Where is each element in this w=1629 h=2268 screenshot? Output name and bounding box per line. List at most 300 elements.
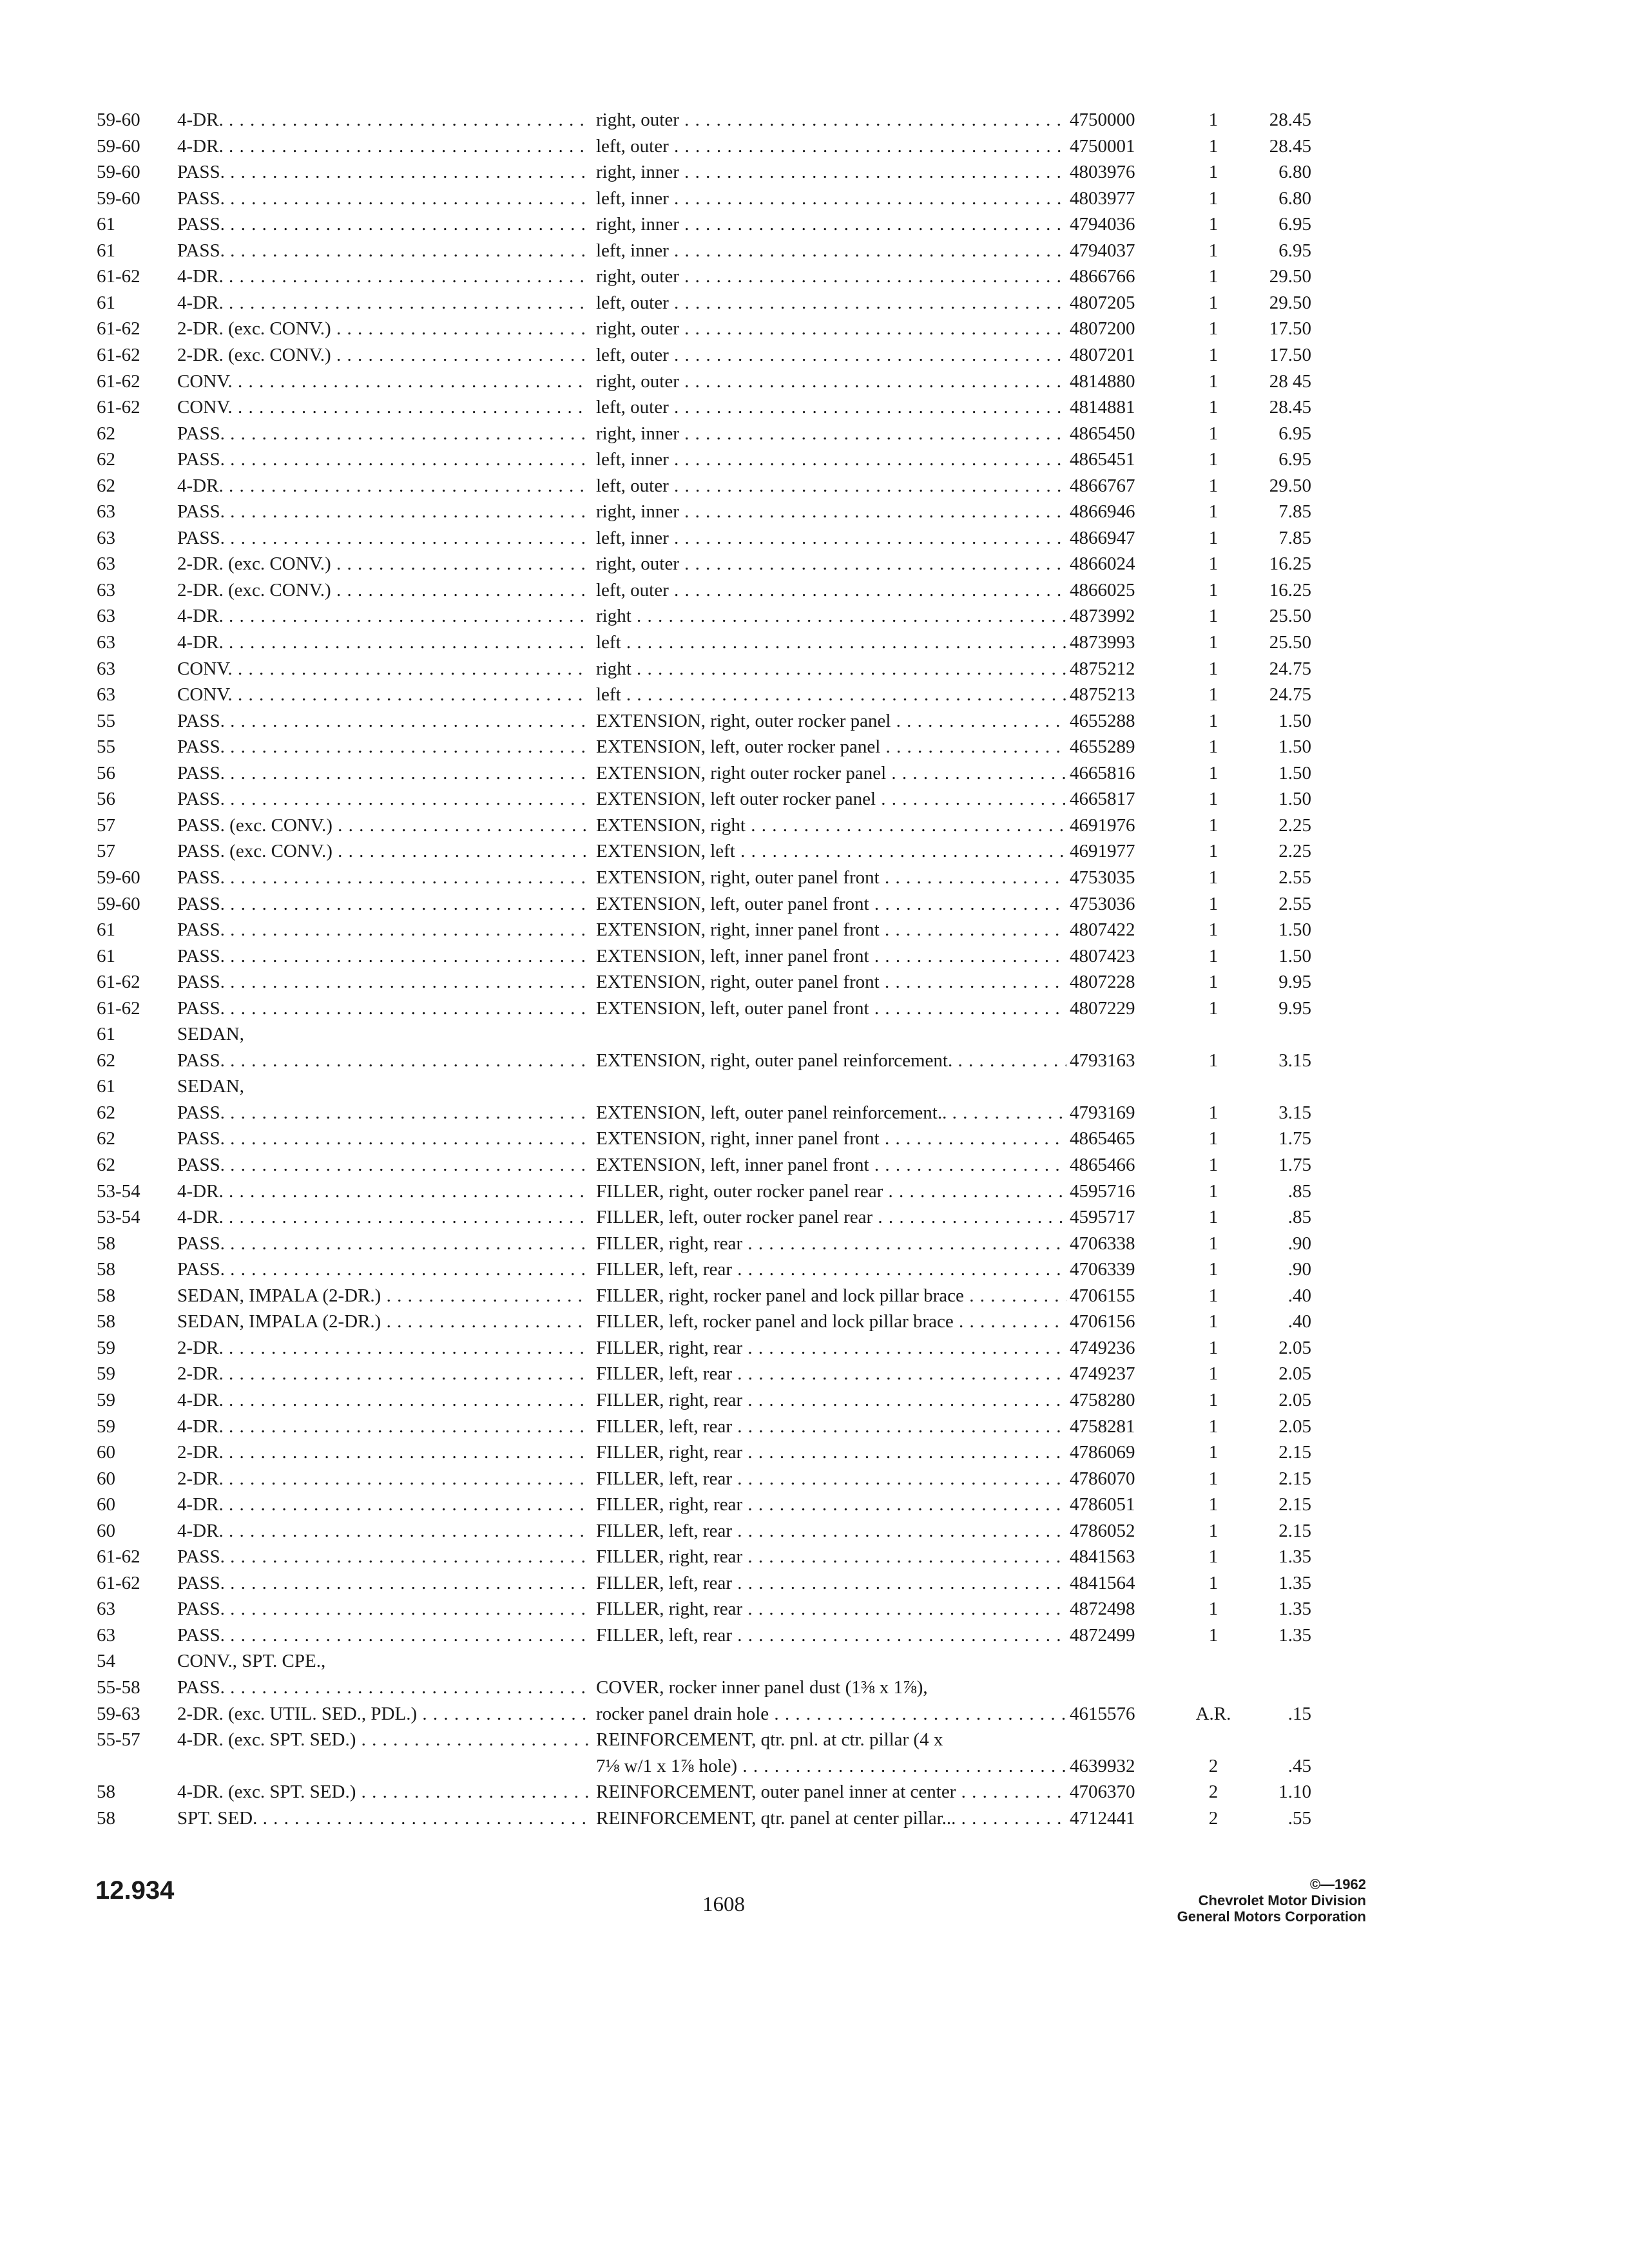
description-cell: EXTENSION, right . . . [596,812,1066,838]
description-cell: FILLER, right, rocker panel and lock pillar brace . . . [596,1283,1066,1309]
price-cell: 9.95 [1278,972,1311,993]
part-number-cell: 4873992 [1070,606,1135,627]
part-number-cell: 4841564 [1070,1572,1135,1593]
part-number-cell: 4706339 [1070,1259,1135,1280]
description-cell: EXTENSION, right, inner panel front . . . [596,1126,1066,1151]
price-cell: 2.05 [1278,1337,1311,1358]
price-cell: 1.50 [1278,736,1311,758]
model-cell: PASS. . . . [177,969,590,995]
part-number-cell: 4873993 [1070,632,1135,653]
copyright-division: Chevrolet Motor Division [1198,1892,1366,1908]
part-number-cell: 4803976 [1070,162,1135,183]
description-cell: EXTENSION, right, outer panel reinforcement. . . . [596,1048,1066,1073]
part-number-cell: 4793169 [1070,1102,1135,1123]
year-cell: 61-62 [97,397,140,418]
quantity-cell [1184,1675,1242,1700]
model-cell: PASS. . . . [177,1126,590,1151]
copyright-year: ©—1962 [1309,1876,1366,1892]
description-cell: 7⅛ w/1 x 1⅞ hole) . . . [596,1753,1066,1779]
price-cell: 6.80 [1278,162,1311,183]
description-cell: COVER, rocker inner panel dust (1⅜ x 1⅞), [596,1677,928,1698]
part-number-cell: 4706370 [1070,1782,1135,1803]
quantity-cell: 1 [1208,1363,1219,1385]
quantity-cell: 1 [1208,397,1219,418]
quantity-cell: 1 [1208,710,1219,731]
model-cell: PASS. . . . [177,1596,590,1622]
year-cell: 62 [97,1102,115,1123]
year-cell: 53-54 [97,1207,140,1228]
part-number-cell: 4793163 [1070,1050,1135,1071]
table-row [0,1805,1629,1831]
quantity-cell: 1 [1208,579,1219,601]
model-cell: PASS. . . . [177,1231,590,1256]
model-cell: 4-DR. . . . [177,1387,590,1413]
model-cell: PASS. . . . [177,1544,590,1570]
year-cell: 61 [97,1076,115,1097]
page-number: 1608 [702,1893,745,1916]
year-cell: 62 [97,423,115,444]
year-cell: 58 [97,1782,115,1803]
price-cell: 6.95 [1278,214,1311,235]
model-cell: PASS. . . . [177,760,590,786]
year-cell: 63 [97,501,115,523]
table-row [0,264,1629,289]
quantity-cell: A.R. [1195,1703,1231,1724]
part-number-cell: 4691977 [1070,841,1135,862]
table-row [0,786,1629,812]
price-cell: 24.75 [1269,684,1311,706]
table-row [0,1073,1629,1099]
description-cell: FILLER, right, rear . . . [596,1596,1066,1622]
description-cell: EXTENSION, left outer rocker panel . . . [596,786,1066,812]
table-row [0,1544,1629,1570]
price-cell: 1.50 [1278,945,1311,966]
model-cell: SEDAN, IMPALA (2-DR.) . . . [177,1309,590,1334]
price-cell: 7.85 [1278,501,1311,523]
quantity-cell: 1 [1208,423,1219,444]
quantity-cell: 1 [1208,814,1219,836]
price-cell: 29.50 [1269,266,1311,287]
price-cell: .90 [1287,1233,1311,1254]
price-cell: .15 [1287,1703,1311,1724]
description-cell: right, inner . . . [596,211,1066,237]
description-cell: left, inner . . . [596,186,1066,211]
part-number-cell: 4865466 [1070,1155,1135,1175]
year-cell: 60 [97,1520,115,1541]
quantity-cell: 1 [1208,1599,1219,1620]
description-cell: left, outer . . . [596,473,1066,499]
table-row [0,1570,1629,1596]
description-cell: EXTENSION, left . . . [596,838,1066,864]
quantity-cell: 1 [1208,475,1219,496]
quantity-cell: 1 [1208,1389,1219,1410]
quantity-cell: 1 [1208,1102,1219,1123]
year-cell: 53-54 [97,1180,140,1202]
model-cell: PASS. . . . [177,891,590,917]
part-number-cell: 4655288 [1070,710,1135,731]
description-cell: right . . . [596,656,1066,682]
part-number-cell: 4786052 [1070,1520,1135,1541]
year-cell: 61 [97,292,115,313]
model-cell: 4-DR. . . . [177,1178,590,1204]
catalog-number: 12.934 [95,1876,175,1905]
price-cell: 2.25 [1278,841,1311,862]
price-cell: 2.05 [1278,1416,1311,1437]
description-cell: EXTENSION, right, outer panel front . . . [596,969,1066,995]
table-row [0,1021,1629,1047]
part-number-cell: 4758281 [1070,1416,1135,1437]
part-number-cell: 4866766 [1070,266,1135,287]
model-cell: 4-DR. . . . [177,629,590,655]
year-cell: 57 [97,814,115,836]
description-cell: EXTENSION, left, inner panel front . . . [596,943,1066,969]
quantity-cell: 1 [1208,1050,1219,1071]
year-cell: 54 [97,1651,115,1672]
quantity-cell: 1 [1208,1233,1219,1254]
price-cell: 1.35 [1278,1546,1311,1568]
model-cell: 2-DR. (exc. UTIL. SED., PDL.) . . . [177,1701,590,1727]
quantity-cell: 1 [1208,867,1219,888]
price-cell: 1.10 [1278,1782,1311,1803]
table-row [0,1622,1629,1648]
description-cell: left, outer . . . [596,394,1066,420]
price-cell: .45 [1287,1755,1311,1776]
part-number-cell: 4872498 [1070,1599,1135,1620]
quantity-cell: 1 [1208,736,1219,758]
year-cell: 55 [97,710,115,731]
quantity-cell: 1 [1208,292,1219,313]
table-row [0,1779,1629,1805]
price-cell: 28.45 [1269,135,1311,157]
description-cell [596,1648,1066,1674]
model-cell: 2-DR. . . . [177,1439,590,1465]
model-cell: PASS. . . . [177,499,590,524]
model-cell: CONV., SPT. CPE., [177,1651,326,1672]
quantity-cell [1184,1073,1242,1099]
year-cell: 57 [97,841,115,862]
part-number-cell: 4753035 [1070,867,1135,888]
description-cell: FILLER, left, rear . . . [596,1622,1066,1648]
description-cell: left . . . [596,629,1066,655]
model-cell: PASS. . . . [177,238,590,264]
part-number-cell: 4706155 [1070,1285,1135,1306]
table-row [0,1596,1629,1622]
quantity-cell: 1 [1208,606,1219,627]
price-cell [1244,1727,1311,1753]
price-cell: 28 45 [1269,370,1311,392]
table-row [0,1126,1629,1151]
quantity-cell: 1 [1208,1442,1219,1463]
price-cell: 6.95 [1278,240,1311,261]
year-cell: 61-62 [97,370,140,392]
description-cell: FILLER, right, rear . . . [596,1335,1066,1361]
part-number-cell: 4595716 [1070,1180,1135,1202]
part-number-cell: 4866946 [1070,501,1135,523]
part-number-cell: 4639932 [1070,1755,1135,1776]
quantity-cell [1184,1727,1242,1753]
model-cell: PASS. . . . [177,421,590,447]
price-cell: 2.55 [1278,867,1311,888]
year-cell: 61 [97,945,115,966]
model-cell: PASS. . . . [177,525,590,551]
year-cell: 61-62 [97,266,140,287]
model-cell: PASS. . . . [177,1622,590,1648]
part-number-cell: 4872499 [1070,1624,1135,1646]
year-cell: 60 [97,1494,115,1515]
price-cell: 1.35 [1278,1624,1311,1646]
year-cell: 59 [97,1337,115,1358]
part-number-cell: 4841563 [1070,1546,1135,1568]
part-number-cell: 4665816 [1070,762,1135,783]
part-number-cell: 4866025 [1070,579,1135,601]
part-number-cell: 4807229 [1070,997,1135,1019]
price-cell: 17.50 [1269,344,1311,365]
table-row [0,421,1629,447]
description-cell: EXTENSION, left, outer panel front . . . [596,995,1066,1021]
year-cell: 58 [97,1285,115,1306]
part-number-cell: 4749236 [1070,1337,1135,1358]
table-row [0,369,1629,394]
year-cell: 63 [97,1599,115,1620]
description-cell: FILLER, left, rear . . . [596,1361,1066,1387]
year-cell: 63 [97,632,115,653]
table-row [0,1100,1629,1126]
table-row [0,1701,1629,1727]
description-cell: left, outer . . . [596,342,1066,368]
description-cell: right . . . [596,603,1066,629]
table-row [0,891,1629,917]
table-row [0,812,1629,838]
model-cell: 4-DR. . . . [177,1204,590,1230]
part-number-cell [1070,1675,1199,1700]
price-cell: 2.55 [1278,893,1311,914]
year-cell: 56 [97,789,115,810]
year-cell: 62 [97,1128,115,1149]
part-number-cell: 4865465 [1070,1128,1135,1149]
table-row [0,290,1629,316]
model-cell: PASS. . . . [177,786,590,812]
table-row [0,1414,1629,1439]
description-cell: left, outer . . . [596,133,1066,159]
year-cell: 59-60 [97,110,140,130]
copyright-corporation: General Motors Corporation [1177,1908,1366,1925]
table-row [0,969,1629,995]
price-cell: 3.15 [1278,1050,1311,1071]
price-cell: 29.50 [1269,475,1311,496]
price-cell: 16.25 [1269,553,1311,575]
part-number-cell: 4807205 [1070,292,1135,313]
price-cell: .55 [1287,1807,1311,1829]
quantity-cell: 1 [1208,135,1219,157]
description-cell: left . . . [596,682,1066,707]
quantity-cell: 1 [1208,1285,1219,1306]
table-row [0,1439,1629,1465]
table-row [0,1283,1629,1309]
quantity-cell: 2 [1208,1755,1219,1776]
year-cell: 59-60 [97,135,140,157]
part-number-cell: 4814880 [1070,370,1135,392]
model-cell: 2-DR. . . . [177,1361,590,1387]
quantity-cell: 1 [1208,972,1219,993]
table-row [0,1204,1629,1230]
description-cell: right, inner . . . [596,499,1066,524]
price-cell: 1.50 [1278,710,1311,731]
quantity-cell: 1 [1208,893,1219,914]
description-cell: EXTENSION, left, outer panel reinforcement.. . . . [596,1100,1066,1126]
description-cell: right, outer . . . [596,316,1066,341]
description-cell: left, outer . . . [596,290,1066,316]
model-cell: 2-DR. (exc. CONV.) . . . [177,551,590,577]
description-cell: FILLER, right, outer rocker panel rear . . . [596,1178,1066,1204]
model-cell: SEDAN, [177,1076,244,1097]
year-cell: 62 [97,475,115,496]
table-row [0,577,1629,603]
year-cell: 62 [97,449,115,470]
table-row [0,394,1629,420]
price-cell [1244,1648,1311,1674]
description-cell: FILLER, left, rocker panel and lock pillar brace . . . [596,1309,1066,1334]
table-row [0,629,1629,655]
price-cell: .90 [1287,1259,1311,1280]
price-cell: 1.50 [1278,762,1311,783]
price-cell: 1.50 [1278,919,1311,941]
quantity-cell: 1 [1208,1155,1219,1175]
year-cell: 61 [97,1024,115,1045]
description-cell: EXTENSION, left, outer panel front . . . [596,891,1066,917]
table-row [0,525,1629,551]
year-cell: 63 [97,684,115,706]
model-cell: SEDAN, [177,1024,244,1045]
table-row [0,1361,1629,1387]
part-number-cell [1070,1727,1199,1753]
model-cell: CONV. . . . [177,656,590,682]
quantity-cell: 1 [1208,527,1219,548]
description-cell: right, inner . . . [596,159,1066,185]
price-cell [1244,1073,1311,1099]
price-cell: 28.45 [1269,397,1311,418]
price-cell: 28.45 [1269,110,1311,130]
table-row [0,656,1629,682]
model-cell: PASS. (exc. CONV.) . . . [177,838,590,864]
part-number-cell: 4595717 [1070,1207,1135,1228]
description-cell: left, inner . . . [596,447,1066,472]
description-cell [596,1073,1066,1099]
part-number-cell: 4807201 [1070,344,1135,365]
description-cell: EXTENSION, right, outer panel front . . . [596,865,1066,890]
year-cell: 63 [97,579,115,601]
description-cell: right, outer . . . [596,551,1066,577]
price-cell: .85 [1287,1207,1311,1228]
year-cell: 59-60 [97,893,140,914]
table-row [0,708,1629,734]
table-row [0,473,1629,499]
quantity-cell: 1 [1208,318,1219,340]
table-row [0,107,1629,133]
description-cell: REINFORCEMENT, qtr. pnl. at ctr. pillar (4 x [596,1729,943,1751]
quantity-cell: 1 [1208,658,1219,679]
table-row [0,995,1629,1021]
price-cell: 6.95 [1278,449,1311,470]
quantity-cell: 1 [1208,1624,1219,1646]
quantity-cell: 1 [1208,1468,1219,1489]
model-cell: 4-DR. . . . [177,133,590,159]
part-number-cell: 4803977 [1070,187,1135,209]
year-cell: 58 [97,1259,115,1280]
quantity-cell: 2 [1208,1782,1219,1803]
year-cell: 58 [97,1233,115,1254]
part-number-cell: 4753036 [1070,893,1135,914]
price-cell: 16.25 [1269,579,1311,601]
table-row [0,238,1629,264]
year-cell: 55 [97,736,115,758]
description-cell: FILLER, left, outer rocker panel rear . . . [596,1204,1066,1230]
part-number-cell: 4712441 [1070,1807,1135,1829]
quantity-cell: 1 [1208,684,1219,706]
description-cell: FILLER, right, rear . . . [596,1492,1066,1517]
price-cell: 2.15 [1278,1494,1311,1515]
part-number-cell: 4814881 [1070,397,1135,418]
description-cell: REINFORCEMENT, qtr. panel at center pillar... . . . [596,1805,1066,1831]
quantity-cell: 1 [1208,1572,1219,1593]
quantity-cell: 1 [1208,1416,1219,1437]
price-cell: 17.50 [1269,318,1311,340]
part-number-cell: 4807422 [1070,919,1135,941]
year-cell: 59 [97,1389,115,1410]
year-cell: 62 [97,1155,115,1175]
table-row [0,1675,1629,1700]
description-cell: FILLER, right, rear . . . [596,1231,1066,1256]
quantity-cell: 1 [1208,240,1219,261]
table-row [0,1048,1629,1073]
description-cell: EXTENSION, right outer rocker panel . . . [596,760,1066,786]
year-cell: 56 [97,762,115,783]
copyright-notice [1121,1876,1366,1925]
model-cell: PASS. . . . [177,211,590,237]
model-cell: 2-DR. . . . [177,1335,590,1361]
table-row [0,499,1629,524]
year-cell: 59-63 [97,1703,140,1724]
model-cell: PASS. . . . [177,865,590,890]
table-row [0,1256,1629,1282]
table-row [0,1231,1629,1256]
model-cell: 4-DR. (exc. SPT. SED.) . . . [177,1727,590,1753]
table-row [0,838,1629,864]
price-cell: 1.35 [1278,1599,1311,1620]
year-cell: 61-62 [97,997,140,1019]
quantity-cell: 1 [1208,945,1219,966]
price-cell: 1.50 [1278,789,1311,810]
table-row [0,682,1629,707]
model-cell [177,1753,590,1779]
part-number-cell: 4706156 [1070,1311,1135,1332]
price-cell: 2.05 [1278,1363,1311,1385]
quantity-cell: 1 [1208,1259,1219,1280]
year-cell: 63 [97,658,115,679]
model-cell: 4-DR. . . . [177,473,590,499]
part-number-cell: 4794037 [1070,240,1135,261]
quantity-cell [1184,1648,1242,1674]
price-cell: 1.75 [1278,1155,1311,1175]
year-cell: 61 [97,214,115,235]
part-number-cell: 4749237 [1070,1363,1135,1385]
description-cell: FILLER, right, rear . . . [596,1439,1066,1465]
price-cell: .40 [1287,1285,1311,1306]
quantity-cell: 1 [1208,187,1219,209]
part-number-cell [1070,1021,1199,1047]
model-cell: PASS. . . . [177,1570,590,1596]
year-cell [97,1753,174,1779]
quantity-cell: 1 [1208,1546,1219,1568]
